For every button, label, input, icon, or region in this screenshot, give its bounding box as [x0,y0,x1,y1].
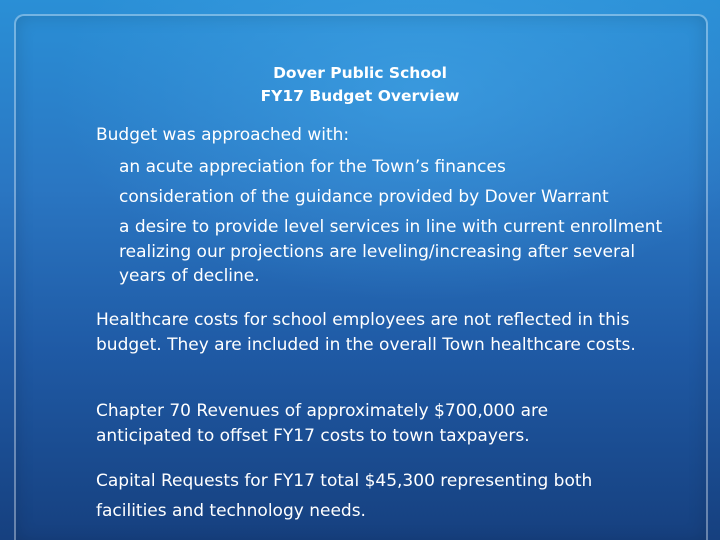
title-line-1: Dover Public School [273,64,447,82]
bullet-text: consideration of the guidance provided by Dover Warrant [119,187,609,207]
bullet-budget-approach [78,123,678,148]
bullet-chapter-70-revenues [78,399,638,448]
bullet-capital-requests [78,466,638,526]
bullet-text: Budget was approached with: [96,125,350,145]
title-line-2: FY17 Budget Overview [260,87,460,105]
bullet-text: an acute appreciation for the Town’s finances [119,157,506,177]
bullet-healthcare-costs [78,308,668,357]
sub-bullet-dover-warrant [99,185,679,210]
bullet-text: Capital Requests for FY17 total $45,300 representing both facilities and technology needs. [96,471,593,521]
bullet-text: Chapter 70 Revenues of approximately $700,000 are anticipated to offset FY17 costs to town taxpayers. [96,401,549,446]
bullet-text: Healthcare costs for school employees are not reflected in this budget. They are included in the overall Town healthcare costs. [96,310,636,355]
bullet-text: a desire to provide level services in line with current enrollment realizing our projections are leveling/increasing after several years of decline. [119,217,663,286]
sub-bullet-level-services [99,215,679,289]
sub-bullet-town-finances [99,155,679,180]
